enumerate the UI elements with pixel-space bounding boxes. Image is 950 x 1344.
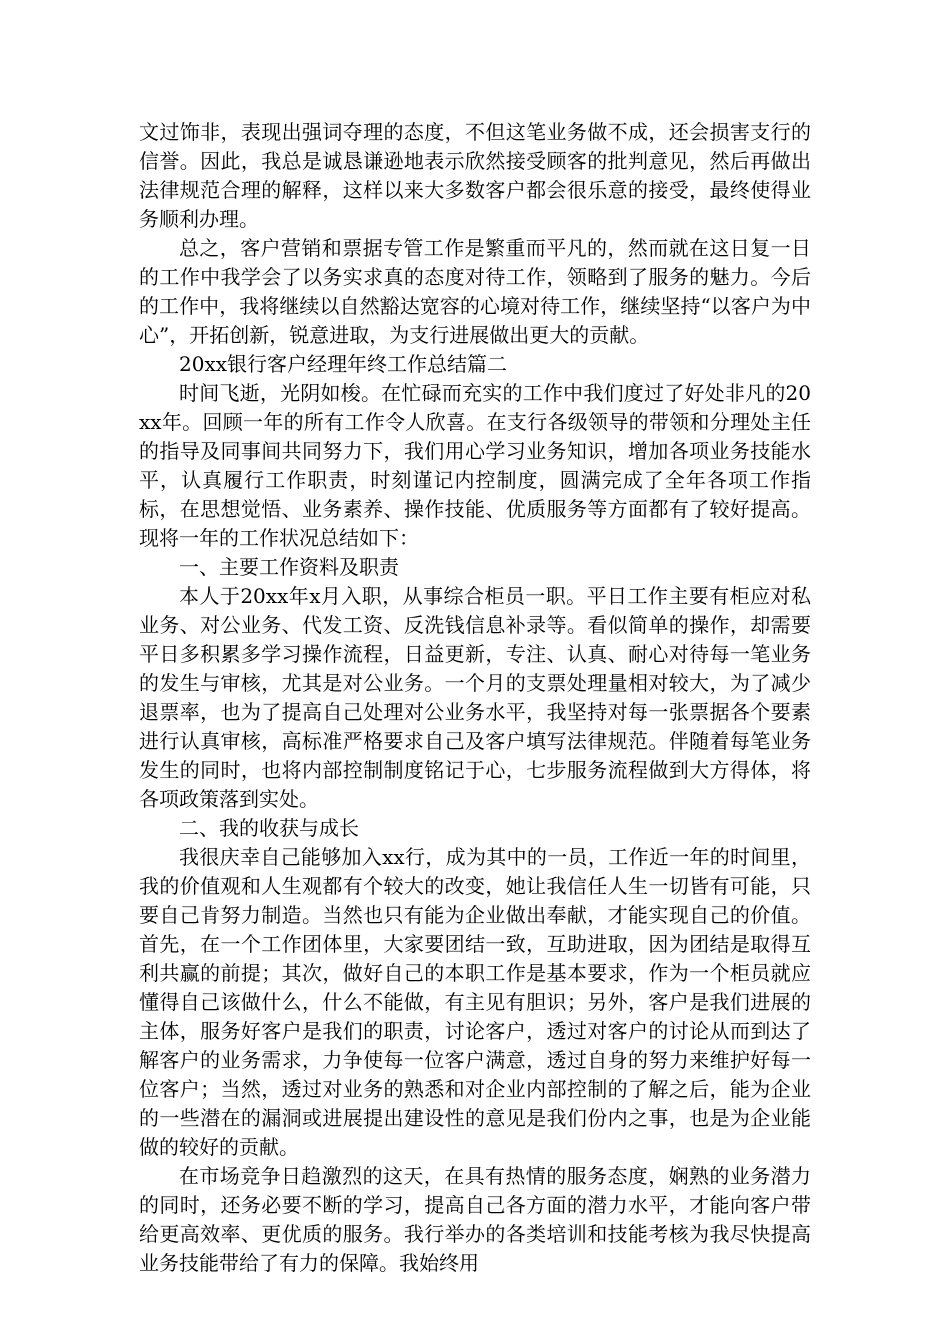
paragraph-duties: 本人于20xx年x月入职，从事综合柜员一职。平日工作主要有柜应对私业务、对公业务、代发工资、反洗钱信息补录等。看似简单的操作，却需要平日多积累多学习操作流程，日益更新，专注、认真、耐心对待每一笔业务的发生与审核，尤其是对公业务。一个月的支票处理量相对较大，为了减少退票率，也为了提高自己处理对公业务水平，我坚持对每一张票据各个要素进行认真审核，高标准严格要求自己及客户填写法律规范。伴随着每笔业务发生的同时，也将内部控制制度铭记于心，七步服务流程做到大方得体，将各项政策落到实处。 bbox=[139, 584, 811, 811]
document-body bbox=[139, 118, 811, 1278]
paragraph-growth: 我很庆幸自己能够加入xx行，成为其中的一员，工作近一年的时间里，我的价值观和人生观都有个较大的改变，她让我信任人生一切皆有可能，只要自己肯努力制造。当然也只有能为企业做出奉献，才能实现自己的价值。首先，在一个工作团体里，大家要团结一致，互助进取，因为团结是取得互利共赢的前提；其次，做好自己的本职工作是基本要求，作为一个柜员就应懂得自己该做什么，什么不能做，有主见有胆识；另外，客户是我们进展的主体，服务好客户是我们的职责，讨论客户，透过对客户的讨论从而到达了解客户的业务需求，力争使每一位客户满意，透过自身的努力来维护好每一位客户；当然，透过对业务的熟悉和对企业内部控制的了解之后，能为企业的一些潜在的漏洞或进展提出建设性的意见是我们份内之事，也是为企业能做的较好的贡献。 bbox=[139, 845, 811, 1159]
section-heading: 20xx银行客户经理年终工作总结篇二 bbox=[179, 352, 508, 376]
paragraph-learning: 在市场竞争日趋激烈的这天，在具有热情的服务态度，娴熟的业务潜力的同时，还务必要不断的学习，提高自己各方面的潜力水平，才能向客户带给更高效率、更优质的服务。我行举办的各类培训和技能考核为我尽快提高业务技能带给了有力的保障。我始终用 bbox=[139, 1164, 811, 1275]
paragraph-intro: 时间飞逝，光阴如梭。在忙碌而充实的工作中我们度过了好处非凡的20xx年。回顾一年的所有工作令人欣喜。在支行各级领导的带领和分理处主任的指导及同事间共同努力下，我们用心学习业务知识，增加各项业务技能水平，认真履行工作职责，时刻谨记内控制度，圆满完成了全年各项工作指标，在思想觉悟、业务素养、操作技能、优质服务等方面都有了较好提高。现将一年的工作状况总结如下： bbox=[139, 381, 811, 550]
subheading-growth: 二、我的收获与成长 bbox=[179, 816, 359, 840]
paragraph-continuation: 文过饰非，表现出强词夺理的态度，不但这笔业务做不成，还会损害支行的信誉。因此，我总是诚恳谦逊地表示欣然接受顾客的批判意见，然后再做出法律规范合理的解释，这样以来大多数客户都会很乐意的接受，最终使得业务顺利办理。 bbox=[139, 120, 811, 231]
paragraph-summary: 总之，客户营销和票据专管工作是繁重而平凡的，然而就在这日复一日的工作中我学会了以务实求真的态度对待工作，领略到了服务的魅力。今后的工作中，我将继续以自然豁达宽容的心境对待工作，继续坚持“以客户为中心”，开拓创新，锐意进取，为支行进展做出更大的贡献。 bbox=[139, 236, 811, 347]
subheading-duties: 一、主要工作资料及职责 bbox=[179, 555, 399, 579]
